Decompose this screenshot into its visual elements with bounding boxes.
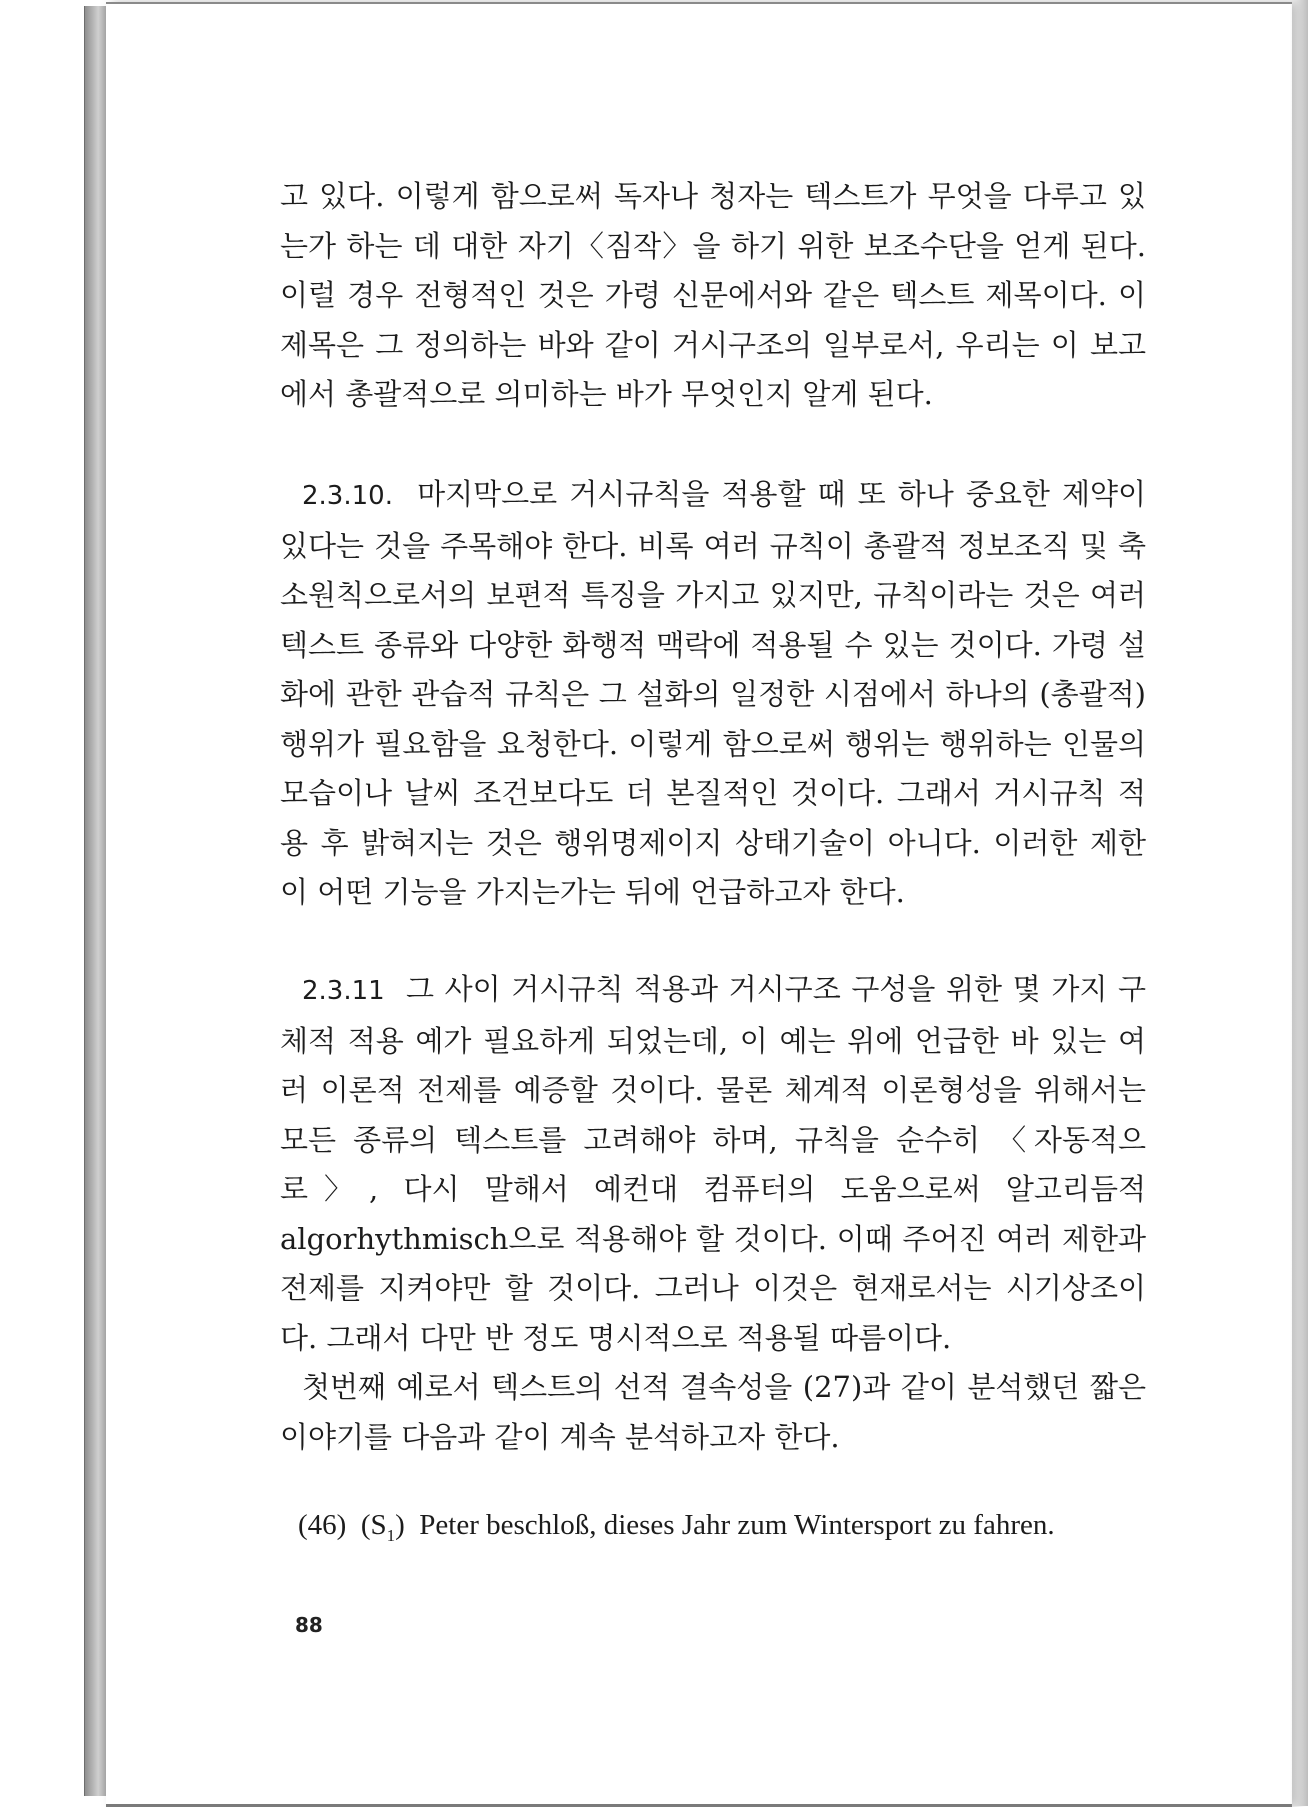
section-2-3-10 — [280, 470, 1146, 918]
section-text: 그 사이 거시규칙 적용과 거시구조 구성을 위한 몇 가지 구체적 적용 예가 필요하게 되었는데, 이 예는 위에 언급한 바 있는 여러 이론적 전제를 예증할 것이다. 물론 체계적 이론형성을 위해서는 모든 종류의 텍스트를 고려해야 하며, 규칙을 순수히 〈자동적으로〉, 다시 말해서 예컨대 컴퓨터의 도움으로써 알고리듬적 algorhythmisch으로 적용해야 할 것이다. 이때 주어진 여러 제한과 전제를 지켜야만 할 것이다. 그러나 이것은 현재로서는 시기상조이다. 그래서 다만 반 정도 명시적으로 적용될 따름이다. — [280, 972, 1147, 1355]
page-number: 88 — [295, 1613, 323, 1637]
section-number: 2.3.11 — [302, 976, 385, 1006]
section-2-3-11 — [280, 965, 1146, 1462]
example-sentence-label: $(S_1)$ — [360, 1509, 405, 1545]
page-shadow — [1290, 0, 1308, 1806]
example-text: Peter beschloß, dieses Jahr zum Wintersport zu fahren. — [419, 1509, 1055, 1541]
section-text: 마지막으로 거시규칙을 적용할 때 또 하나 중요한 제약이 있다는 것을 주목해야 한다. 비록 여러 규칙이 총괄적 정보조직 및 축소원칙으로서의 보편적 특징을 가지고 있지만, 규칙이라는 것은 여러 텍스트 종류와 다양한 화행적 맥락에 적용될 수 있는 것이다. 가령 설화에 관한 관습적 규칙은 그 설화의 일정한 시점에서 하나의 (총괄적) 행위가 필요함을 요청한다. 이렇게 함으로써 행위는 행위하는 인물의 모습이나 날씨 조건보다도 더 본질적인 것이다. 그래서 거시규칙 적용 후 밝혀지는 것은 행위명제이지 상태기술이 아니다. 이러한 제한이 어떤 기능을 가지는가는 뒤에 언급하고자 한다. — [280, 477, 1146, 909]
example-intro-paragraph: 첫번째 예로서 텍스트의 선적 결속성을 (27)과 같이 분석했던 짧은 이야기를 다음과 같이 계속 분석하고자 한다. — [280, 1370, 1146, 1454]
section-number: 2.3.10. — [302, 481, 393, 511]
section-2-3-11-paragraph — [280, 965, 1146, 1363]
example-46 — [298, 1509, 1055, 1546]
paragraph-continuation: 고 있다. 이렇게 함으로써 독자나 청자는 텍스트가 무엇을 다루고 있는가 하는 데 대한 자기〈짐작〉을 하기 위한 보조수단을 얻게 된다. 이럴 경우 전형적인 것은 가령 신문에서와 같은 텍스트 제목이다. 이 제목은 그 정의하는 바와 같이 거시구조의 일부로서, 우리는 이 보고에서 총괄적으로 의미하는 바가 무엇인지 알게 된다. — [280, 179, 1146, 411]
example-number: (46) — [298, 1509, 347, 1541]
